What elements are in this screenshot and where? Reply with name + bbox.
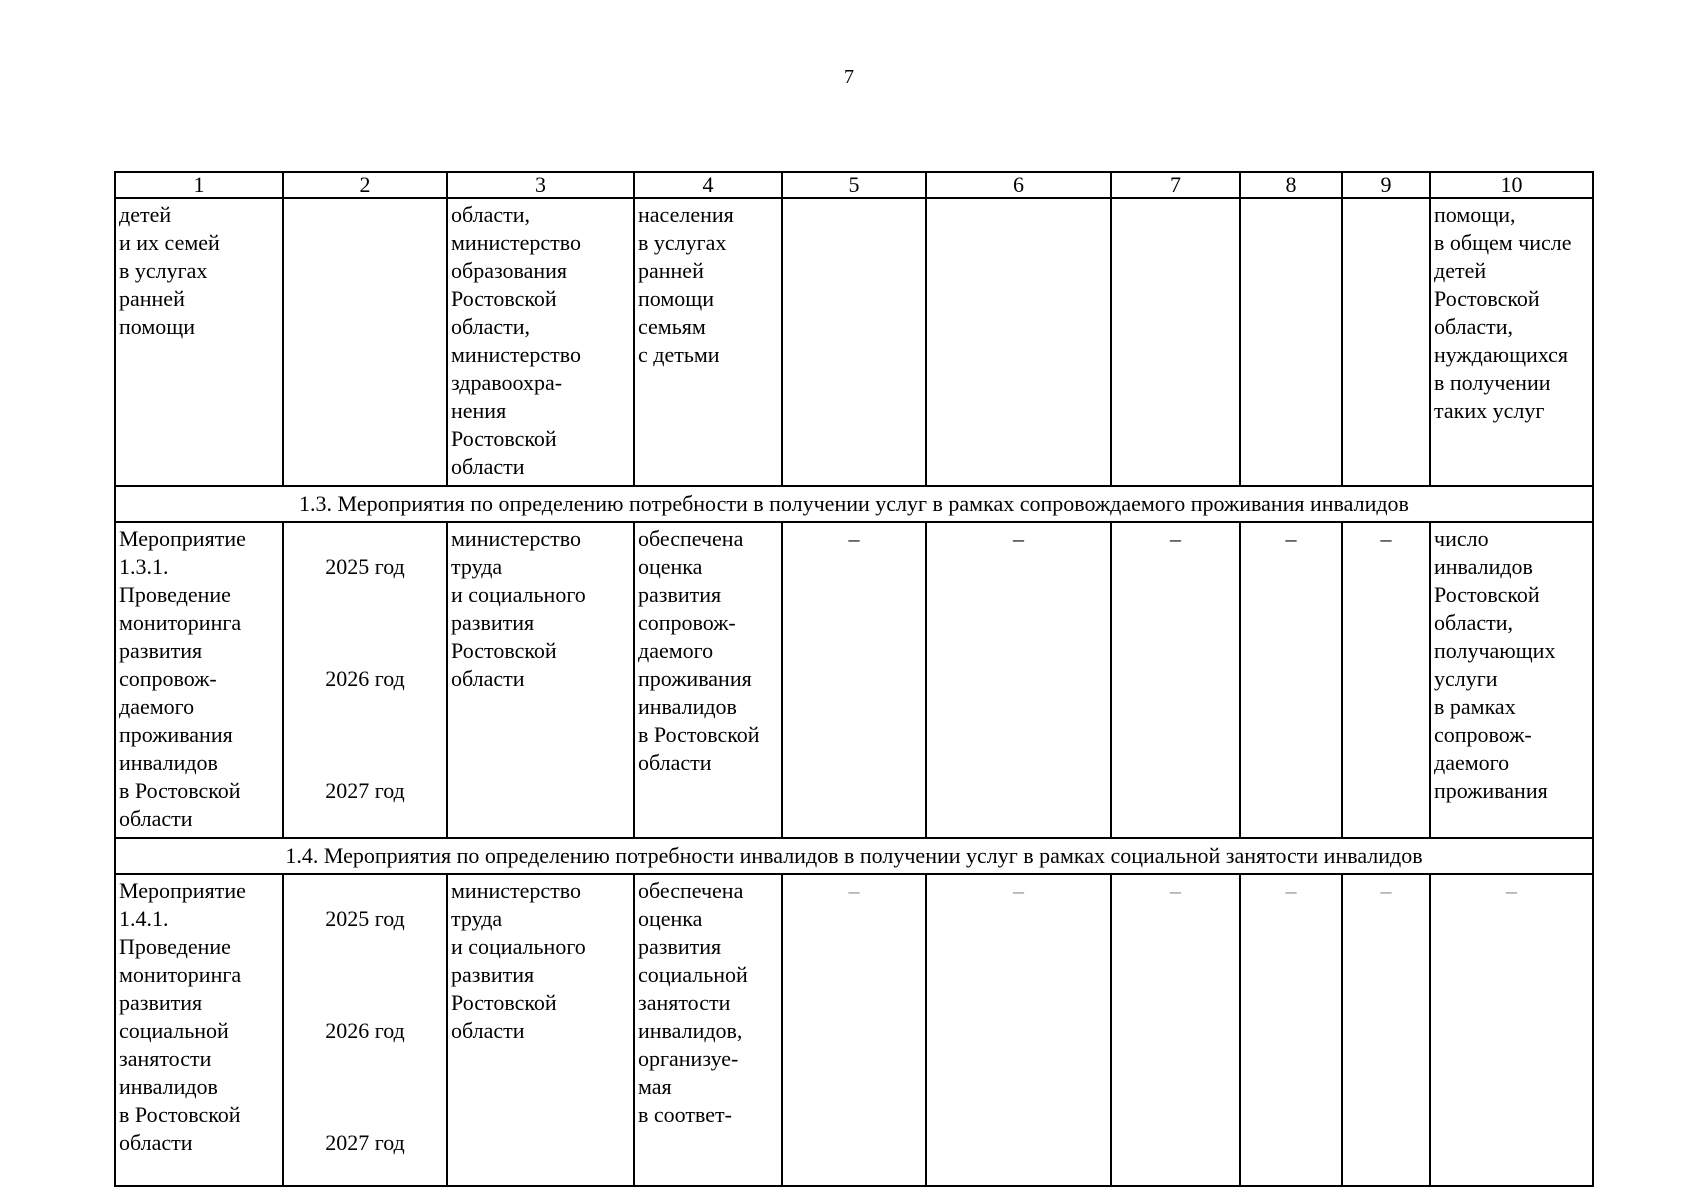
section-title: 1.4. Мероприятия по определению потребности инвалидов в получении услуг в рамках социальной занятости инвалидов: [115, 838, 1593, 874]
year-label: 2027 год: [325, 1130, 405, 1155]
measures-table: [114, 171, 1594, 1187]
table-cell: [1342, 198, 1430, 486]
column-header: 4: [634, 172, 782, 198]
page-number: 7: [844, 66, 854, 88]
dash-cell: –: [1342, 874, 1430, 1186]
table-cell: населения в услугах ранней помощи семьям с детьми: [634, 198, 782, 486]
dash-cell: –: [1111, 874, 1240, 1186]
dash-cell: –: [1111, 522, 1240, 838]
table-cell: помощи, в общем числе детей Ростовской области, нуждающихся в получении таких услуг: [1430, 198, 1593, 486]
responsible-cell: министерство труда и социального развития Ростовской области: [447, 522, 634, 838]
column-header: 10: [1430, 172, 1593, 198]
dash-cell: –: [926, 522, 1111, 838]
section-title: 1.3. Мероприятия по определению потребности в получении услуг в рамках сопровождаемого проживания инвалидов: [115, 486, 1593, 522]
column-header: 5: [782, 172, 926, 198]
year-label: 2026 год: [325, 1018, 405, 1043]
table-cell: [283, 198, 447, 486]
column-header: 3: [447, 172, 634, 198]
table-row: [115, 522, 1593, 838]
section-row-1-4: [115, 838, 1593, 874]
years-cell: [283, 874, 447, 1186]
responsible-cell: министерство труда и социального развития Ростовской области: [447, 874, 634, 1186]
measure-name-cell: Мероприятие 1.3.1. Проведение мониторинга развития сопровож- даемого проживания инвалидов в Ростовской области: [115, 522, 283, 838]
column-header: 7: [1111, 172, 1240, 198]
column-header: 6: [926, 172, 1111, 198]
result-cell: обеспечена оценка развития социальной занятости инвалидов, организуе- мая в соответ-: [634, 874, 782, 1186]
result-cell: обеспечена оценка развития сопровож- даемого проживания инвалидов в Ростовской области: [634, 522, 782, 838]
dash-cell: –: [1240, 522, 1342, 838]
year-label: 2026 год: [325, 666, 405, 691]
dash-cell: –: [1430, 874, 1593, 1186]
table-cell: области, министерство образования Ростовской области, министерство здравоохра- нения Ростовской области: [447, 198, 634, 486]
year-label: 2025 год: [325, 554, 405, 579]
table-header-row: [115, 172, 1593, 198]
column-header: 8: [1240, 172, 1342, 198]
dash-cell: –: [782, 874, 926, 1186]
indicator-cell: число инвалидов Ростовской области, получающих услуги в рамках сопровож- даемого проживания: [1430, 522, 1593, 838]
table-cell: [1240, 198, 1342, 486]
column-header: 2: [283, 172, 447, 198]
table-row: [115, 874, 1593, 1186]
spacer: [287, 1073, 443, 1101]
section-row-1-3: [115, 486, 1593, 522]
year-label: 2025 год: [325, 906, 405, 931]
dash-cell: –: [1342, 522, 1430, 838]
spacer: [287, 609, 443, 637]
column-header: 9: [1342, 172, 1430, 198]
measure-name-cell: Мероприятие 1.4.1. Проведение мониторинга развития социальной занятости инвалидов в Ростовской области: [115, 874, 283, 1186]
years-cell: [283, 522, 447, 838]
table-row: [115, 198, 1593, 486]
spacer: [287, 721, 443, 749]
spacer: [287, 961, 443, 989]
table-cell: [1111, 198, 1240, 486]
dash-cell: –: [1240, 874, 1342, 1186]
dash-cell: –: [926, 874, 1111, 1186]
dash-cell: –: [782, 522, 926, 838]
table-cell: детей и их семей в услугах ранней помощи: [115, 198, 283, 486]
table-cell: [926, 198, 1111, 486]
column-header: 1: [115, 172, 283, 198]
table-cell: [782, 198, 926, 486]
year-label: 2027 год: [325, 778, 405, 803]
